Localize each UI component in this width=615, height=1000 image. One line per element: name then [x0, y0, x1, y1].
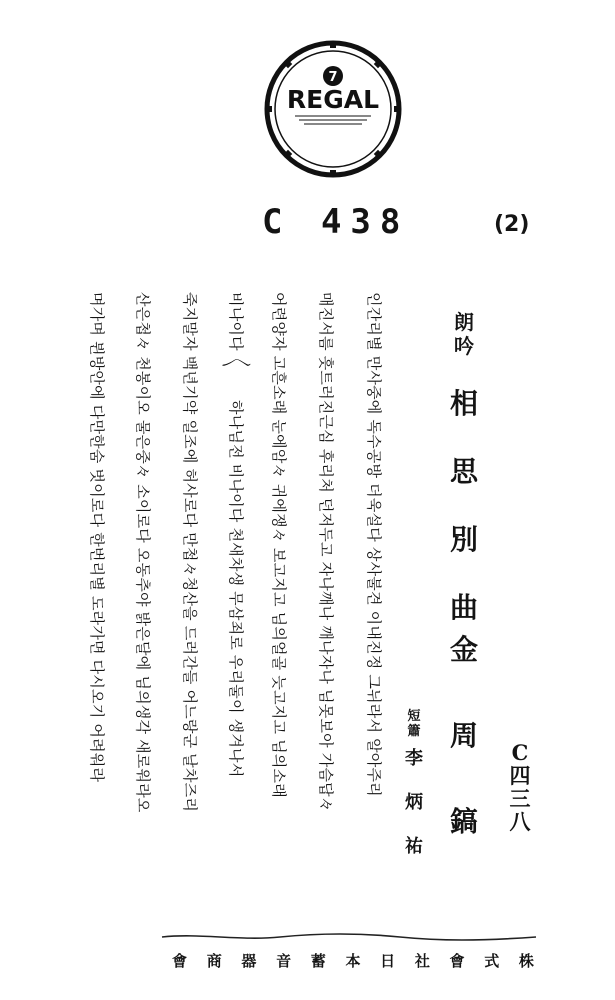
- performer-char: 鎬: [449, 805, 478, 838]
- lyric-text: 비나이다 〳〵: [227, 292, 245, 371]
- role-char: 短: [407, 709, 421, 724]
- company-imprint: [172, 950, 534, 971]
- accompaniment-role: [400, 710, 428, 738]
- company-char: 蓄: [310, 952, 326, 970]
- lyric-text: 인간리별 만사중에 독수공방 더욱설다 상사불견 이내진정 그뉘라서 알아주리: [365, 292, 383, 797]
- fine-print-lines: [295, 116, 371, 124]
- company-char: 音: [276, 952, 292, 970]
- company-char: 社: [414, 952, 430, 970]
- title-char: 曲: [449, 591, 478, 624]
- catalog-char: 八: [509, 809, 531, 834]
- accompanist-char: 李: [405, 748, 423, 769]
- footer-rule: [160, 932, 538, 942]
- company-char: 式: [484, 952, 500, 970]
- company-char: 器: [241, 952, 257, 970]
- performer-char: 周: [449, 719, 478, 752]
- regal-label-logo: [258, 40, 408, 178]
- company-char: 會: [172, 952, 188, 970]
- catalog-number: C 438: [262, 202, 410, 242]
- company-char: 商: [206, 952, 222, 970]
- performer-name: [446, 633, 482, 838]
- title-char: 別: [449, 523, 478, 556]
- company-char: 日: [380, 952, 396, 970]
- brand-wordmark: REGAL: [286, 85, 380, 114]
- lyric-text: 죽지말자 백년기약 일조에 허사로다 만첩々청산을 드러간들 어느랑군 날차즈리: [181, 292, 199, 813]
- catalog-number-vertical: [502, 742, 538, 832]
- lyric-text: 산은첩々 천봉이오 물은중々 소이로다 오동추야 밝은달에 님의생각 새로워라오: [134, 292, 152, 813]
- song-title: [446, 387, 482, 624]
- genre-char: 朗: [454, 310, 474, 334]
- lyric-text: 어련양자 고흔소래 눈에암々 귀에쟁々 보고지고 님의얼골 늣고지고 님의소래: [270, 292, 288, 798]
- catalog-char: C: [511, 740, 529, 765]
- company-char: 本: [345, 952, 361, 970]
- genre-label: [446, 312, 482, 356]
- lyric-text: 하나님전 비나이다 천새차생 무삼죄로 우리둘이 생겨나서: [227, 400, 245, 778]
- lyric-text: 며가며 뷘방안에 다만한숨 벗이로다 한번리별 도라가면 다시오기 어려워라: [88, 292, 106, 783]
- catalog-char: 四: [509, 763, 531, 788]
- lyric-text: 매진서름 흣트러진근심 후리처 던저두고 자나깨나 깨나자나 님못보아 가슴답々: [317, 292, 335, 813]
- svg-text:7: 7: [328, 70, 338, 85]
- crown-emblem-icon: [323, 66, 343, 86]
- genre-char: 吟: [454, 334, 474, 358]
- company-char: 會: [449, 952, 465, 970]
- accompanist-name: [400, 750, 428, 856]
- accompanist-char: 炳: [405, 792, 423, 813]
- side-number: (2): [494, 212, 530, 237]
- company-char: 株: [518, 952, 534, 970]
- role-char: 簫: [407, 724, 421, 739]
- title-char: 思: [449, 455, 478, 488]
- performer-char: 金: [449, 633, 478, 666]
- catalog-char: 三: [509, 786, 531, 811]
- accompanist-char: 祐: [405, 836, 423, 857]
- title-char: 相: [449, 387, 478, 420]
